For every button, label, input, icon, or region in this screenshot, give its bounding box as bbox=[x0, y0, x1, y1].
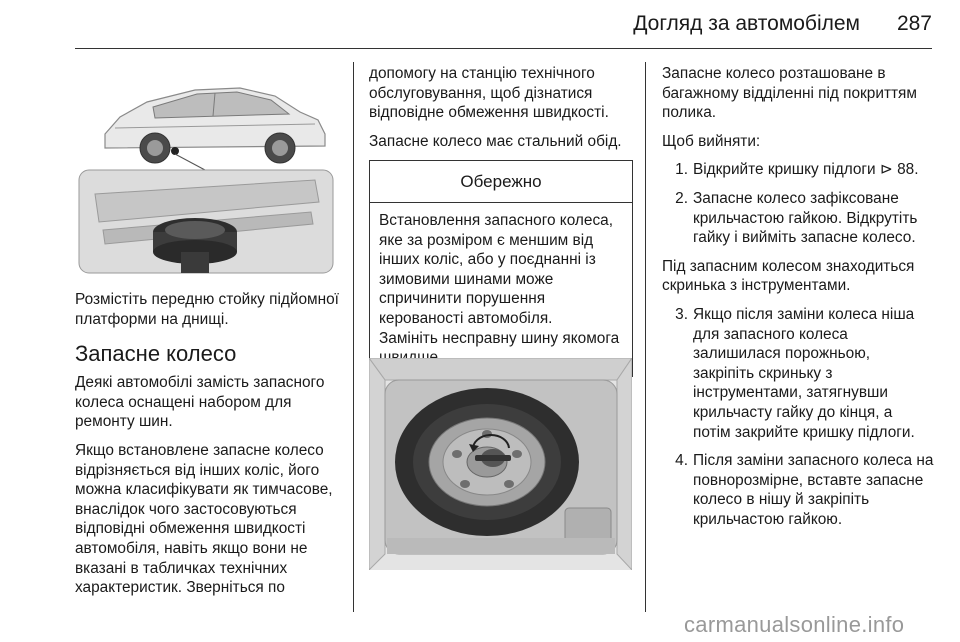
left-column bbox=[75, 290, 347, 607]
step-number: 2. bbox=[675, 189, 688, 207]
step-number: 4. bbox=[675, 452, 688, 470]
warning-body bbox=[370, 203, 632, 376]
step-text: Запасне колесо зафіксоване крильчастою гайкою. Відкрутіть гайку і вийміть запасне колесо. bbox=[693, 189, 918, 247]
step-number: 3. bbox=[675, 305, 688, 323]
list-intro: Щоб вийняти: bbox=[662, 132, 761, 150]
watermark: carmanualsonline.info bbox=[684, 612, 905, 637]
warning-box bbox=[369, 160, 633, 376]
middle-column bbox=[369, 64, 633, 377]
column-divider-left bbox=[353, 62, 354, 612]
page-reference-link[interactable]: 88. bbox=[897, 161, 919, 179]
list-item bbox=[662, 160, 934, 180]
header-rule bbox=[75, 48, 932, 49]
paragraph: допомогу на станцію технічного обслуговування, щоб дізнатися відповідне обмеження швидкості. bbox=[369, 65, 609, 122]
paragraph: Запасне колесо розташоване в багажному відділенні під покриттям полика. bbox=[662, 65, 917, 122]
step-text: Після заміни запасного колеса на повнорозмірне, вставте запасне колесо в нішу й закріпіть крильчастою гайкою. bbox=[693, 452, 934, 528]
step-text: Якщо після заміни колеса ніша для запасного колеса залишилася порожньою, закріпіть скриньку з інструментами, затягнувши крильчасту гайку до кінця, а потім закрийте кришку підлоги. bbox=[693, 305, 915, 441]
section-title: Запасне колесо bbox=[75, 341, 237, 367]
page-number: 287 bbox=[896, 12, 932, 35]
warning-text: Встановлення запасного колеса, яке за розміром є меншим від інших коліс, або у поєднанні із зимовими шинами може спричинити порушення керованості автомобіля. bbox=[379, 211, 614, 327]
right-column bbox=[662, 64, 934, 538]
step-number: 1. bbox=[675, 161, 688, 179]
paragraph: Запасне колесо має стальний обід. bbox=[369, 132, 622, 150]
car-lift-illustration bbox=[75, 62, 338, 287]
page-header-title: Догляд за автомобілем bbox=[633, 12, 860, 35]
list-item bbox=[662, 451, 934, 529]
list-item bbox=[662, 189, 934, 248]
step-note: Під запасним колесом знаходиться скринька з інструментами. bbox=[662, 257, 915, 295]
warning-heading: Обережно bbox=[370, 161, 632, 203]
list-item bbox=[662, 305, 934, 442]
paragraph: Деякі автомобілі замість запасного колеса оснащені набором для ремонту шин. bbox=[75, 374, 325, 431]
figure-caption: Розмістіть передню стойку підйомної платформи на днищі. bbox=[75, 291, 339, 328]
arrow-reference-icon: ⊳ bbox=[879, 161, 893, 179]
warning-text: Замініть несправну шину якомога bbox=[379, 329, 620, 347]
paragraph: Якщо встановлене запасне колесо відрізняється від інших коліс, його можна класифікувати як тимчасове, внаслідок чого застосовуються відповідні обмеження швидкості автомобіля, навіть якщо вони не вказані в табличках технічних характеристик. Зверніться по bbox=[75, 441, 333, 597]
step-text: Відкрийте кришку підлоги ⊳ 88. bbox=[693, 161, 919, 179]
spare-wheel-illustration bbox=[369, 358, 632, 570]
column-divider-right bbox=[645, 62, 646, 612]
